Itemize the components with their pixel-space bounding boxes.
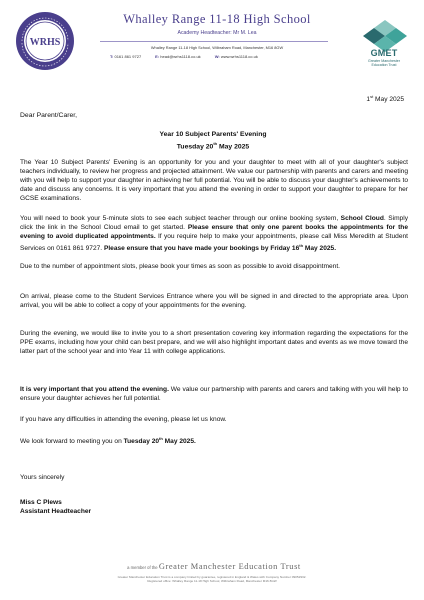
gmet-subtitle: Greater Manchester Education Trust — [368, 59, 400, 68]
letter-date: 1st May 2025 — [366, 94, 404, 104]
school-address: Whalley Range 11-18 High School, Wilbraham Road, Manchester, M16 8GW — [150, 45, 284, 50]
paragraph-presentation: During the evening, we would like to invite you to a short presentation covering key information regarding the expectations for the PPE exams, including how your child can best prepare, and we will also highlight important dates and events as we move toward the latter part of the school year and into Year 11 with college applications. — [20, 330, 408, 356]
telephone-contact: T: 0161 861 9727 — [110, 54, 142, 59]
closing: Yours sincerely — [20, 474, 65, 481]
salutation: Dear Parent/Carer, — [20, 112, 78, 119]
paragraph-booking: You will need to book your 5-minute slots to see each subject teacher through our online booking system, School Cloud. Simply click the link in the School Cloud email to get started. Please ensure that only one parent books the appointments for the evening to avoid duplicated appointments. If you require help to make your appointments, please call Miss Meredith at Student Services on 0161 861 9727. Please ensure that you have made your bookings by Friday 16th May 2025. — [20, 215, 408, 253]
gmet-name: GMET — [370, 48, 398, 58]
school-crest-logo — [14, 10, 76, 72]
footer-legal: Greater Manchester Education Trust is a company limited by guarantee, registered in England & Wales with Company Number 09052932. Registered office: Whalley Range 11-18 High School, Wilbraham Road, Manchester M16 8GW — [117, 575, 307, 584]
signatory-role: Assistant Headteacher — [20, 508, 92, 515]
email-contact[interactable]: E: head@wrhs1118.co.uk — [155, 54, 201, 59]
letter-title: Year 10 Subject Parents' Evening Tuesday 20th May 2025 — [159, 131, 267, 151]
contact-details — [110, 54, 340, 59]
paragraph-importance: It is very important that you attend the evening. We value our partnership with parents and carers and talking with you will help to ensure your daughter achieves her full potential. — [20, 386, 408, 403]
paragraph-book-early: Due to the number of appointment slots, please book your times as soon as possible to avoid disappointment. — [20, 263, 340, 270]
paragraph-difficulties: If you have any difficulties in attending the evening, please let us know. — [20, 416, 227, 423]
crest-lettering: WRHS — [29, 37, 61, 48]
web-contact[interactable]: W: www.wrhs1118.co.uk — [214, 54, 258, 59]
paragraph-look-forward: We look forward to meeting you on Tuesday 20th May 2025. — [20, 436, 196, 446]
signatory — [20, 498, 91, 516]
signatory-name: Miss C Plews — [20, 499, 62, 506]
paragraph-intro: The Year 10 Subject Parents' Evening is an opportunity for you and your daughter to meet with all of your daughter's subject teachers individually, to review her progress and projected attainment. We value our partnership with parents and carers and meeting with you will help to support your daughter in achieving her full potential. You will be able to discuss your daughter's achievements to date and discuss any concerns. It is very important that you attend the evening in order to support your daughter to prepare for her GCSE examinations. — [20, 159, 408, 203]
headteacher-line: Academy Headteacher: Mr M. Lea — [177, 30, 257, 36]
paragraph-arrival: On arrival, please come to the Student Services Entrance where you will be signed in and directed to the appropriate area. Upon arrival, you will be able to collect a copy of your appointments for the evening. — [20, 293, 408, 310]
footer-trust-line: a member of the Greater Manchester Education Trust — [127, 562, 301, 571]
school-name: Whalley Range 11-18 High School — [123, 12, 311, 26]
header-divider — [100, 41, 328, 42]
